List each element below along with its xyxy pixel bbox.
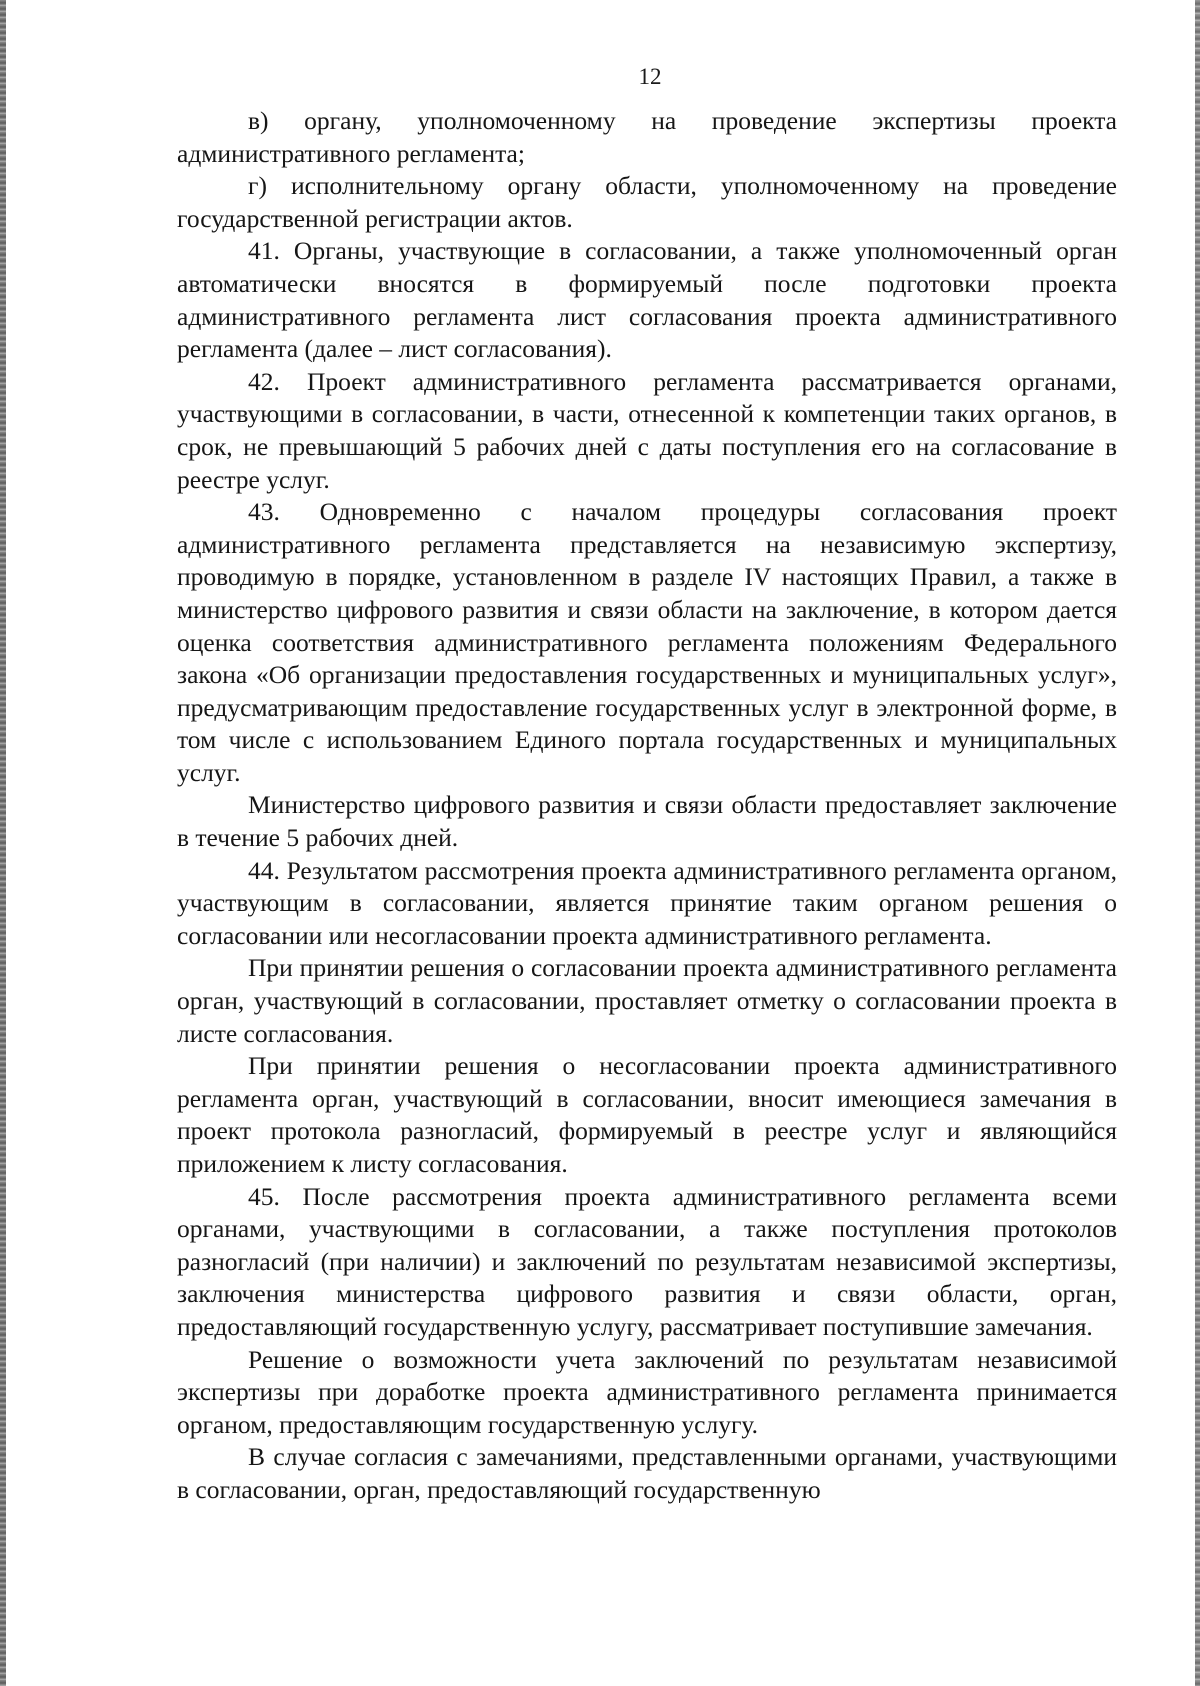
scan-edge-right xyxy=(1195,0,1200,1686)
paragraph-42: 42. Проект административного регламента рассматривается органами, участвующими в согласовании, в части, отнесенной к компетенции таких органов, в срок, не превышающий 5 рабочих дней с даты поступления его на согласование в реестре услуг. xyxy=(177,366,1117,494)
paragraph-45-decision: Решение о возможности учета заключений по результатам независимой экспертизы при доработке проекта административного регламента принимается органом, предоставляющим государственную услугу. xyxy=(177,1344,1117,1439)
paragraph-45: 45. После рассмотрения проекта административного регламента всеми органами, участвующими в согласовании, а также поступления протоколов разногласий (при наличии) и заключений по результатам независимой экспертизы, заключения министерства цифрового развития и связи области, орган, предоставляющий государственную услугу, рассматривает поступившие замечания. xyxy=(177,1181,1117,1341)
paragraph-43: 43. Одновременно с началом процедуры согласования проект административного регламента представляется на независимую экспертизу, проводимую в порядке, установленном в разделе IV настоящих Правил, а также в министерство цифрового развития и связи области на заключение, в котором дается оценка соответствия административного регламента положениям Федерального закона «Об организации предоставления государственных и муниципальных услуг», предусматривающим предоставление государственных услуг в электронной форме, в том числе с использованием Единого портала государственных и муниципальных услуг. xyxy=(177,497,1117,787)
paragraph-41: 41. Органы, участвующие в согласовании, а также уполномоченный орган автоматически вносятся в формируемый после подготовки проекта административного регламента лист согласования проекта административного регламента (далее – лист согласования). xyxy=(177,236,1117,364)
paragraph-44-approval: При принятии решения о согласовании проекта административного регламента орган, участвующий в согласовании, проставляет отметку о согласовании проекта в листе согласования. xyxy=(177,953,1117,1048)
document-body xyxy=(177,105,1117,1507)
paragraph-item-v: в) органу, уполномоченному на проведение экспертизы проекта административного регламента; xyxy=(177,106,1117,168)
page-number: 12 xyxy=(638,64,662,89)
paragraph-45-agreement: В случае согласия с замечаниями, представленными органами, участвующими в согласовании, орган, предоставляющий государственную xyxy=(177,1442,1117,1504)
paragraph-44: 44. Результатом рассмотрения проекта административного регламента органом, участвующим в согласовании, является принятие таким органом решения о согласовании или несогласовании проекта административного регламента. xyxy=(177,855,1117,950)
paragraph-44-disapproval: При принятии решения о несогласовании проекта административного регламента орган, участвующий в согласовании, вносит имеющиеся замечания в проект протокола разногласий, формируемый в реестре услуг и являющийся приложением к листу согласования. xyxy=(177,1051,1117,1178)
scan-edge-left xyxy=(0,0,6,1686)
paragraph-43-ministry-conclusion: Министерство цифрового развития и связи области предоставляет заключение в течение 5 рабочих дней. xyxy=(177,790,1117,853)
paragraph-item-g: г) исполнительному органу области, уполномоченному на проведение государственной регистрации актов. xyxy=(177,171,1117,233)
